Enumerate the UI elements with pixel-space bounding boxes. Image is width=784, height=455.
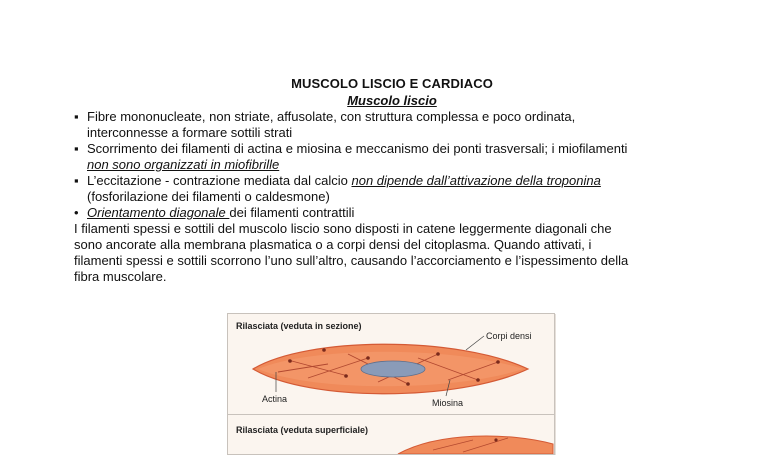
- bullet-text: dei filamenti contrattili: [229, 205, 355, 220]
- underlined-text: non sono organizzati in miofibrille: [87, 157, 280, 172]
- body-paragraph: [74, 221, 714, 285]
- bullet-list: [74, 109, 714, 221]
- bullet-text: interconnesse a formare sottili strati: [87, 125, 293, 140]
- smooth-muscle-figure: [227, 313, 555, 455]
- underlined-text: Orientamento diagonale: [87, 205, 230, 220]
- actin-label: Actina: [262, 394, 288, 404]
- list-item: [74, 205, 714, 221]
- paragraph-line: fibra muscolare.: [74, 269, 167, 284]
- list-item: [74, 173, 714, 205]
- bullet-mark: •: [74, 205, 79, 220]
- panel-label-section: Rilasciata (veduta in sezione): [236, 321, 362, 331]
- dense-bodies-label: Corpi densi: [486, 331, 532, 341]
- bullet-text: Fibre mononucleate, non striate, affusolate, con struttura complessa e poco ordinata,: [87, 109, 576, 124]
- panel-label-surface: Rilasciata (veduta superficiale): [236, 425, 369, 435]
- myosin-label: Miosina: [432, 398, 464, 408]
- bullet-mark: ▪: [74, 141, 79, 156]
- smooth-muscle-cell-surface-illustration: [228, 414, 554, 454]
- bullet-mark: ▪: [74, 173, 79, 188]
- list-item: [74, 109, 714, 141]
- page-title: MUSCOLO LISCIO E CARDIACO: [291, 76, 493, 91]
- bullet-mark: ▪: [74, 109, 79, 124]
- paragraph-line: filamenti spessi e sottili scorrono l’uno sull’altro, causando l’accorciamento e l’ispessimento della: [74, 253, 629, 268]
- bullet-text: (fosforilazione dei filamenti o caldesmone): [87, 189, 330, 204]
- bullet-text: L’eccitazione - contrazione mediata dal calcio: [87, 173, 352, 188]
- paragraph-line: sono ancorate alla membrana plasmatica o a corpi densi del citoplasma. Quando attivati, i: [74, 237, 592, 252]
- section-subtitle: Muscolo liscio: [347, 93, 437, 108]
- list-item: [74, 141, 714, 173]
- bullet-text: Scorrimento dei filamenti di actina e miosina e meccanismo dei ponti trasversali; i miofilamenti: [87, 141, 628, 156]
- underlined-text: non dipende dall’attivazione della troponina: [351, 173, 601, 188]
- paragraph-line: I filamenti spessi e sottili del muscolo liscio sono disposti in catene leggermente diagonali che: [74, 221, 612, 236]
